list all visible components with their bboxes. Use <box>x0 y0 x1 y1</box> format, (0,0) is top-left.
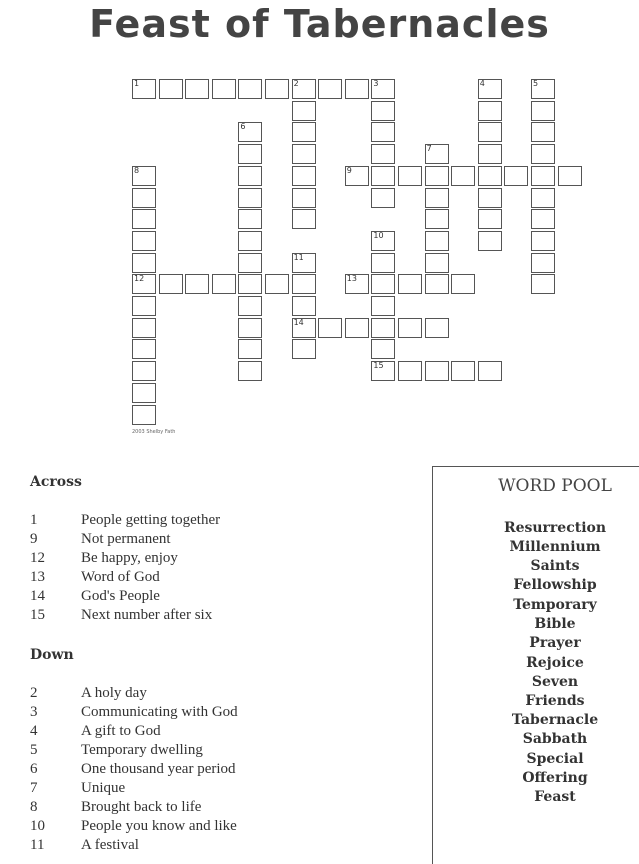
clue-number: 13 <box>30 569 45 585</box>
clue-number: 14 <box>30 588 45 604</box>
copyright-note: 2003 Shelby Fath <box>132 429 176 435</box>
word-pool-item: Friends <box>525 693 585 709</box>
crossword-cell[interactable] <box>425 274 449 294</box>
crossword-cell[interactable] <box>531 122 555 142</box>
clue-number: 11 <box>30 837 45 853</box>
clue-number-label: 7 <box>426 144 432 154</box>
clue-number-label: 10 <box>373 230 384 240</box>
crossword-cell[interactable] <box>478 361 502 381</box>
crossword-cell[interactable] <box>371 274 395 294</box>
word-pool-item: Saints <box>530 558 580 574</box>
crossword-cell[interactable] <box>425 144 449 164</box>
crossword-cell[interactable] <box>185 274 209 294</box>
crossword-cell[interactable] <box>398 361 422 381</box>
crossword-cell[interactable] <box>425 188 449 208</box>
crossword-cell[interactable] <box>531 209 555 229</box>
crossword-cell[interactable] <box>238 253 262 273</box>
crossword-cell[interactable] <box>425 318 449 338</box>
crossword-cell[interactable] <box>185 79 209 99</box>
crossword-cell[interactable] <box>478 166 502 186</box>
crossword-cell[interactable] <box>132 274 156 294</box>
word-pool-item: Prayer <box>529 635 581 651</box>
crossword-cell[interactable] <box>238 231 262 251</box>
crossword-cell[interactable] <box>238 318 262 338</box>
crossword-cell[interactable] <box>159 274 183 294</box>
clue-number-label: 9 <box>346 165 352 175</box>
crossword-cell[interactable] <box>478 79 502 99</box>
crossword-cell[interactable] <box>425 209 449 229</box>
crossword-cell[interactable] <box>478 144 502 164</box>
word-pool-item: Seven <box>531 674 579 690</box>
down-heading: Down <box>30 647 74 663</box>
clue-text: Brought back to life <box>81 799 202 815</box>
page-title: Feast of Tabernacles <box>89 2 550 46</box>
crossword-cell[interactable] <box>558 166 582 186</box>
clue-number: 15 <box>30 607 45 623</box>
crossword-cell[interactable] <box>159 79 183 99</box>
crossword-cell[interactable] <box>238 144 262 164</box>
clue-number: 3 <box>30 704 38 720</box>
crossword-cell[interactable] <box>132 188 156 208</box>
crossword-cell[interactable] <box>345 79 369 99</box>
crossword-cell[interactable] <box>265 274 289 294</box>
crossword-cell[interactable] <box>212 79 236 99</box>
crossword-cell[interactable] <box>292 144 316 164</box>
crossword-cell[interactable] <box>292 79 316 99</box>
crossword-cell[interactable] <box>531 231 555 251</box>
crossword-cell[interactable] <box>238 166 262 186</box>
word-pool-item: Sabbath <box>522 731 588 747</box>
clue-number-label: 3 <box>373 79 379 88</box>
crossword-cell[interactable] <box>238 339 262 359</box>
crossword-cell[interactable] <box>292 318 316 338</box>
clue-number-label: 8 <box>134 165 140 175</box>
crossword-cell[interactable] <box>531 253 555 273</box>
crossword-cell[interactable] <box>531 188 555 208</box>
clue-text: Unique <box>81 780 126 796</box>
word-pool-box <box>432 466 639 864</box>
crossword-cell[interactable] <box>132 79 156 99</box>
word-pool-item: Feast <box>534 789 576 805</box>
crossword-cell[interactable] <box>238 188 262 208</box>
crossword-cell[interactable] <box>478 188 502 208</box>
clue-text: A festival <box>81 837 139 853</box>
crossword-cell[interactable] <box>132 383 156 403</box>
crossword-cell[interactable] <box>398 318 422 338</box>
crossword-cell[interactable] <box>371 144 395 164</box>
crossword-cell[interactable] <box>371 296 395 316</box>
crossword-cell[interactable] <box>345 318 369 338</box>
crossword-cell[interactable] <box>371 339 395 359</box>
clue-number-label: 4 <box>479 79 485 88</box>
crossword-cell[interactable] <box>371 122 395 142</box>
clue-number-label: 2 <box>293 79 299 88</box>
crossword-cell[interactable] <box>371 166 395 186</box>
clue-number: 6 <box>30 761 38 777</box>
crossword-cell[interactable] <box>371 188 395 208</box>
clue-number-label: 5 <box>533 79 539 88</box>
clue-number: 2 <box>30 685 38 701</box>
word-pool-item: Resurrection <box>503 520 607 536</box>
crossword-cell[interactable] <box>292 101 316 121</box>
clue-text: People you know and like <box>81 818 237 834</box>
clue-text: Be happy, enjoy <box>81 550 178 566</box>
crossword-cell[interactable] <box>318 318 342 338</box>
clue-text: People getting together <box>81 512 221 528</box>
clue-text: Not permanent <box>81 531 171 547</box>
crossword-cell[interactable] <box>238 361 262 381</box>
crossword-cell[interactable] <box>292 209 316 229</box>
clue-text: God's People <box>81 588 160 604</box>
crossword-cell[interactable] <box>451 361 475 381</box>
crossword-cell[interactable] <box>132 405 156 425</box>
clue-number: 1 <box>30 512 38 528</box>
crossword-cell[interactable] <box>238 296 262 316</box>
crossword-cell[interactable] <box>212 274 236 294</box>
clue-text: A gift to God <box>81 723 161 739</box>
crossword-cell[interactable] <box>451 274 475 294</box>
clue-number: 4 <box>30 723 38 739</box>
crossword-cell[interactable] <box>425 231 449 251</box>
crossword-cell[interactable] <box>132 253 156 273</box>
crossword-cell[interactable] <box>318 79 342 99</box>
clue-text: Next number after six <box>81 607 213 623</box>
clue-text: Communicating with God <box>81 704 238 720</box>
crossword-cell[interactable] <box>531 101 555 121</box>
clue-number: 7 <box>30 780 38 796</box>
word-pool-item: Bible <box>534 616 576 632</box>
crossword-cell[interactable] <box>292 122 316 142</box>
word-pool-item: Rejoice <box>526 655 584 671</box>
clue-number: 8 <box>30 799 38 815</box>
clue-number-label: 11 <box>293 252 304 262</box>
crossword-cell[interactable] <box>371 253 395 273</box>
crossword-cell[interactable] <box>238 209 262 229</box>
crossword-cell[interactable] <box>478 101 502 121</box>
crossword-cell[interactable] <box>478 209 502 229</box>
crossword-cell[interactable] <box>132 231 156 251</box>
crossword-cell[interactable] <box>371 361 395 381</box>
crossword-cell[interactable] <box>531 79 555 99</box>
word-pool-title: WORD POOL <box>498 476 612 496</box>
crossword-cell[interactable] <box>504 166 528 186</box>
crossword-cell[interactable] <box>292 253 316 273</box>
clue-number-label: 14 <box>293 317 304 327</box>
crossword-cell[interactable] <box>371 318 395 338</box>
clue-text: A holy day <box>81 685 147 701</box>
crossword-cell[interactable] <box>398 274 422 294</box>
clue-number-label: 6 <box>240 122 246 132</box>
crossword-cell[interactable] <box>292 166 316 186</box>
word-pool-item: Offering <box>522 770 588 786</box>
clue-number: 9 <box>30 531 38 547</box>
crossword-cell[interactable] <box>478 122 502 142</box>
crossword-cell[interactable] <box>398 166 422 186</box>
word-pool-item: Temporary <box>513 597 597 613</box>
across-heading: Across <box>30 474 82 490</box>
crossword-cell[interactable] <box>425 361 449 381</box>
crossword-cell[interactable] <box>132 318 156 338</box>
crossword-cell[interactable] <box>292 339 316 359</box>
clue-number: 12 <box>30 550 45 566</box>
crossword-cell[interactable] <box>132 296 156 316</box>
crossword-cell[interactable] <box>292 188 316 208</box>
crossword-cell[interactable] <box>451 166 475 186</box>
crossword-cell[interactable] <box>132 361 156 381</box>
crossword-cell[interactable] <box>292 296 316 316</box>
crossword-cell[interactable] <box>425 253 449 273</box>
crossword-cell[interactable] <box>132 339 156 359</box>
crossword-cell[interactable] <box>425 166 449 186</box>
crossword-cell[interactable] <box>265 79 289 99</box>
clue-number-label: 15 <box>373 361 384 371</box>
word-pool-item: Tabernacle <box>511 712 599 728</box>
clue-number-label: 12 <box>134 274 145 284</box>
crossword-cell[interactable] <box>292 274 316 294</box>
clue-text: Word of God <box>81 569 160 585</box>
crossword-cell[interactable] <box>238 274 262 294</box>
clue-number-label: 1 <box>134 79 140 88</box>
word-pool-item: Special <box>526 751 584 767</box>
crossword-cell[interactable] <box>531 166 555 186</box>
crossword-cell[interactable] <box>132 209 156 229</box>
word-pool-item: Fellowship <box>513 577 597 593</box>
crossword-cell[interactable] <box>132 166 156 186</box>
crossword-cell[interactable] <box>238 122 262 142</box>
crossword-cell[interactable] <box>345 274 369 294</box>
clue-number: 10 <box>30 818 45 834</box>
crossword-cell[interactable] <box>371 79 395 99</box>
crossword-cell[interactable] <box>531 274 555 294</box>
clue-text: One thousand year period <box>81 761 236 777</box>
crossword-cell[interactable] <box>345 166 369 186</box>
word-pool-item: Millennium <box>509 539 601 555</box>
crossword-cell[interactable] <box>371 231 395 251</box>
crossword-cell[interactable] <box>531 144 555 164</box>
crossword-cell[interactable] <box>238 79 262 99</box>
clue-number: 5 <box>30 742 38 758</box>
clue-number-label: 13 <box>346 274 357 284</box>
clue-text: Temporary dwelling <box>81 742 203 758</box>
crossword-cell[interactable] <box>371 101 395 121</box>
crossword-cell[interactable] <box>478 231 502 251</box>
